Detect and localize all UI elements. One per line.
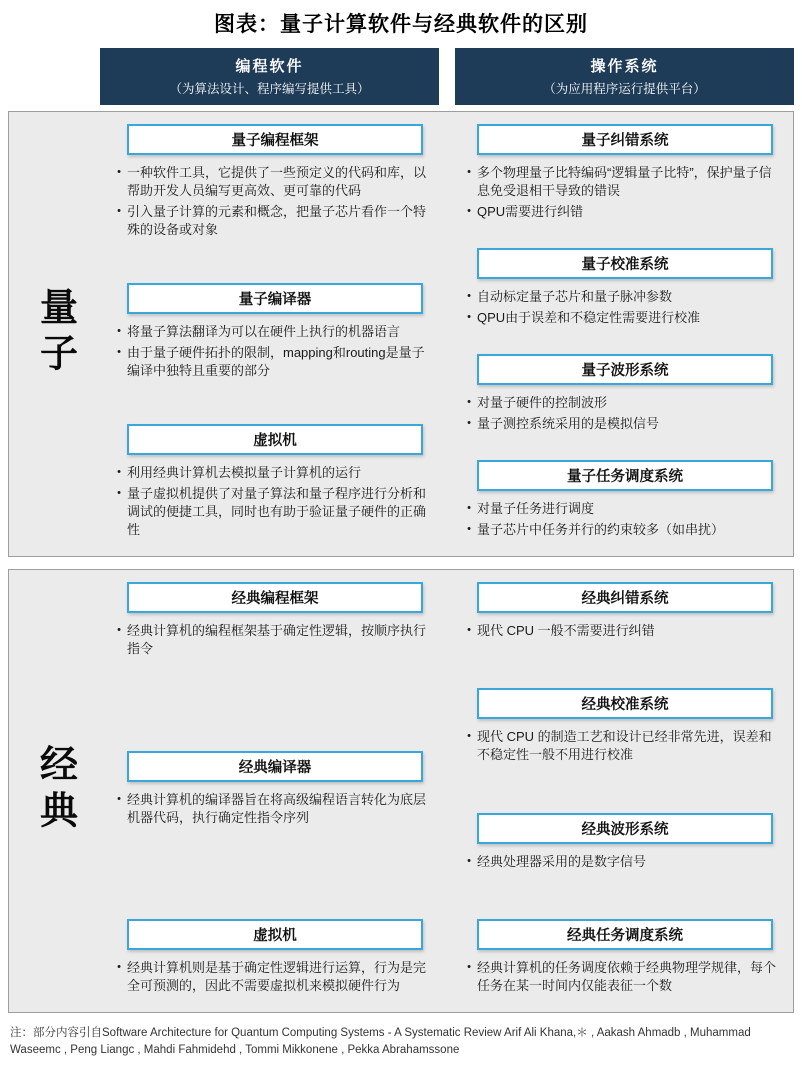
bullet-item xyxy=(111,622,433,658)
bullet-list xyxy=(451,279,785,327)
bullet-text: 经典计算机的编译器旨在将高级编程语言转化为底层机器代码，执行确定性指令序列 xyxy=(127,791,427,825)
card-group xyxy=(451,460,785,542)
bullet-item xyxy=(111,203,433,239)
bullet-item xyxy=(111,164,433,200)
bullet-item xyxy=(111,959,433,995)
header-operating-system xyxy=(455,48,794,105)
bullet-marker-icon: • xyxy=(117,325,121,338)
section-label: 经典 xyxy=(33,744,76,836)
section-quantum xyxy=(8,111,794,557)
bullet-marker-icon: • xyxy=(117,204,121,217)
bullet-list xyxy=(451,719,785,764)
bullet-marker-icon: • xyxy=(467,854,471,867)
classical-programming-column xyxy=(101,582,435,998)
classical-os-column xyxy=(451,582,785,998)
bullet-text: 现代 CPU 的制造工艺和设计已经非常先进，误差和不稳定性一般不用进行校准 xyxy=(477,729,772,763)
bullet-list xyxy=(451,844,785,871)
bullet-list xyxy=(101,950,435,995)
bullet-text: 利用经典计算机去模拟量子计算机的运行 xyxy=(127,465,362,481)
card-title: 经典波形系统 xyxy=(477,813,773,844)
card-group xyxy=(101,919,435,998)
bullet-text: QPU需要进行纠错 xyxy=(477,203,584,219)
bullet-list xyxy=(101,613,435,658)
bullet-marker-icon: • xyxy=(117,792,121,805)
footnote: 注：部分内容引自Software Architecture for Quantum Computing Systems - A Systematic Review Arif Ali Khana,＊ , Aakash Ahmadb , Muhammad Waseemc , Peng Liangc , Mahdi Fahmidehd , Tommi Mikkonene , Pekka Abrahamssone xyxy=(10,1027,751,1056)
bullet-text: 对量子硬件的控制波形 xyxy=(477,395,608,411)
bullet-text: 经典计算机的编程框架基于确定性逻辑，按顺序执行指令 xyxy=(127,623,427,656)
card-group xyxy=(101,582,435,661)
bullet-marker-icon: • xyxy=(117,346,121,359)
card-title: 虚拟机 xyxy=(127,919,423,950)
bullet-list xyxy=(451,385,785,433)
card-group xyxy=(451,354,785,436)
bullet-text: 将量子算法翻译为可以在硬件上执行的机器语言 xyxy=(127,324,401,340)
bullet-marker-icon: • xyxy=(117,166,121,178)
bullet-marker-icon: • xyxy=(467,166,471,178)
section-label: 量子 xyxy=(33,287,76,379)
bullet-item xyxy=(111,344,433,380)
bullet-item xyxy=(461,853,783,871)
quantum-os-column xyxy=(451,124,785,542)
card-group xyxy=(101,751,435,830)
bullet-item xyxy=(461,415,783,433)
bullet-marker-icon: • xyxy=(467,396,471,409)
bullet-list xyxy=(451,491,785,539)
bullet-item xyxy=(111,791,433,827)
bullet-item xyxy=(461,309,783,327)
card-title: 量子编程框架 xyxy=(127,124,423,155)
bullet-item xyxy=(461,288,783,306)
card-group xyxy=(451,919,785,998)
card-title: 经典编译器 xyxy=(127,751,423,782)
card-title: 量子波形系统 xyxy=(477,354,773,385)
bullet-list xyxy=(451,613,785,640)
bullet-marker-icon: • xyxy=(117,624,121,636)
card-group xyxy=(451,688,785,767)
bullet-text: 多个物理量子比特编码“逻辑量子比特”，保护量子信息免受退相干导致的错误 xyxy=(477,165,772,198)
bullet-marker-icon: • xyxy=(467,310,471,323)
bullet-marker-icon: • xyxy=(117,487,121,500)
bullet-text: 一种软件工具，它提供了一些预定义的代码和库，以帮助开发人员编写更高效、更可靠的代码 xyxy=(127,165,427,198)
bullet-list xyxy=(451,950,785,995)
header-programming-software xyxy=(100,48,439,105)
bullet-item xyxy=(461,203,783,221)
card-group xyxy=(451,813,785,874)
header-subtitle: （为算法设计、程序编写提供工具） xyxy=(169,82,370,96)
header-subtitle: （为应用程序运行提供平台） xyxy=(543,82,706,96)
bullet-text: 量子虚拟机提供了对量子算法和量子程序进行分析和调试的便捷工具，同时也有助于验证量子硬件的正确性 xyxy=(127,486,427,538)
bullet-marker-icon: • xyxy=(467,961,471,974)
bullet-text: 量子测控系统采用的是模拟信号 xyxy=(477,416,660,431)
card-title: 量子编译器 xyxy=(127,283,423,314)
column-headers xyxy=(100,48,794,105)
card-group xyxy=(101,124,435,242)
bullet-item xyxy=(461,500,783,518)
bullet-item xyxy=(461,394,783,412)
bullet-item xyxy=(111,464,433,482)
card-title: 量子纠错系统 xyxy=(477,124,773,155)
bullet-marker-icon: • xyxy=(467,290,471,302)
bullet-item xyxy=(461,728,783,764)
bullet-text: 经典计算机则是基于确定性逻辑进行运算，行为是完全可预测的，因此不需要虚拟机来模拟硬件行为 xyxy=(127,960,427,994)
card-title: 量子校准系统 xyxy=(477,248,773,279)
card-title: 经典任务调度系统 xyxy=(477,919,773,950)
header-title: 编程软件 xyxy=(235,58,304,75)
bullet-item xyxy=(461,622,783,640)
page-title: 图表：量子计算软件与经典软件的区别 xyxy=(214,12,588,36)
bullet-text: 对量子任务进行调度 xyxy=(477,501,595,517)
bullet-text: QPU由于误差和不稳定性需要进行校准 xyxy=(477,309,701,325)
section-classical xyxy=(8,569,794,1013)
bullet-marker-icon: • xyxy=(467,523,471,536)
card-title: 虚拟机 xyxy=(127,424,423,455)
bullet-marker-icon: • xyxy=(117,466,121,479)
card-group xyxy=(451,248,785,330)
card-title: 量子任务调度系统 xyxy=(477,460,773,491)
card-title: 经典纠错系统 xyxy=(477,582,773,613)
bullet-marker-icon: • xyxy=(467,730,471,743)
card-group xyxy=(451,582,785,643)
bullet-text: 经典计算机的任务调度依赖于经典物理学规律，每个任务在某一时间内仅能表征一个数 xyxy=(477,960,777,994)
bullet-text: 经典处理器采用的是数字信号 xyxy=(477,853,647,869)
quantum-programming-column xyxy=(101,124,435,542)
bullet-item xyxy=(461,521,783,539)
bullet-marker-icon: • xyxy=(467,204,471,217)
card-group xyxy=(101,283,435,383)
bullet-item xyxy=(111,323,433,341)
bullet-text: 现代 CPU 一般不需要进行纠错 xyxy=(477,623,655,638)
card-group xyxy=(451,124,785,224)
bullet-list xyxy=(101,155,435,239)
card-title: 经典编程框架 xyxy=(127,582,423,613)
section-label-area xyxy=(9,582,101,998)
bullet-item xyxy=(111,485,433,539)
bullet-list xyxy=(451,155,785,221)
header-title: 操作系统 xyxy=(590,58,659,75)
bullet-item xyxy=(461,959,783,995)
bullet-marker-icon: • xyxy=(117,961,121,974)
bullet-list xyxy=(101,455,435,539)
card-title: 经典校准系统 xyxy=(477,688,773,719)
bullet-list xyxy=(101,314,435,380)
bullet-marker-icon: • xyxy=(467,417,471,429)
bullet-text: 量子芯片中任务并行的约束较多（如串扰） xyxy=(477,522,725,538)
section-label-area xyxy=(9,124,101,542)
bullet-item xyxy=(461,164,783,200)
bullet-marker-icon: • xyxy=(467,502,471,515)
bullet-marker-icon: • xyxy=(467,624,471,636)
card-group xyxy=(101,424,435,542)
bullet-text: 引入量子计算的元素和概念，把量子芯片看作一个特殊的设备或对象 xyxy=(127,203,427,237)
bullet-list xyxy=(101,782,435,827)
bullet-text: 自动标定量子芯片和量子脉冲参数 xyxy=(477,289,673,304)
bullet-text: 由于量子硬件拓扑的限制，mapping和routing是量子编译中独特且重要的部分 xyxy=(127,345,425,378)
